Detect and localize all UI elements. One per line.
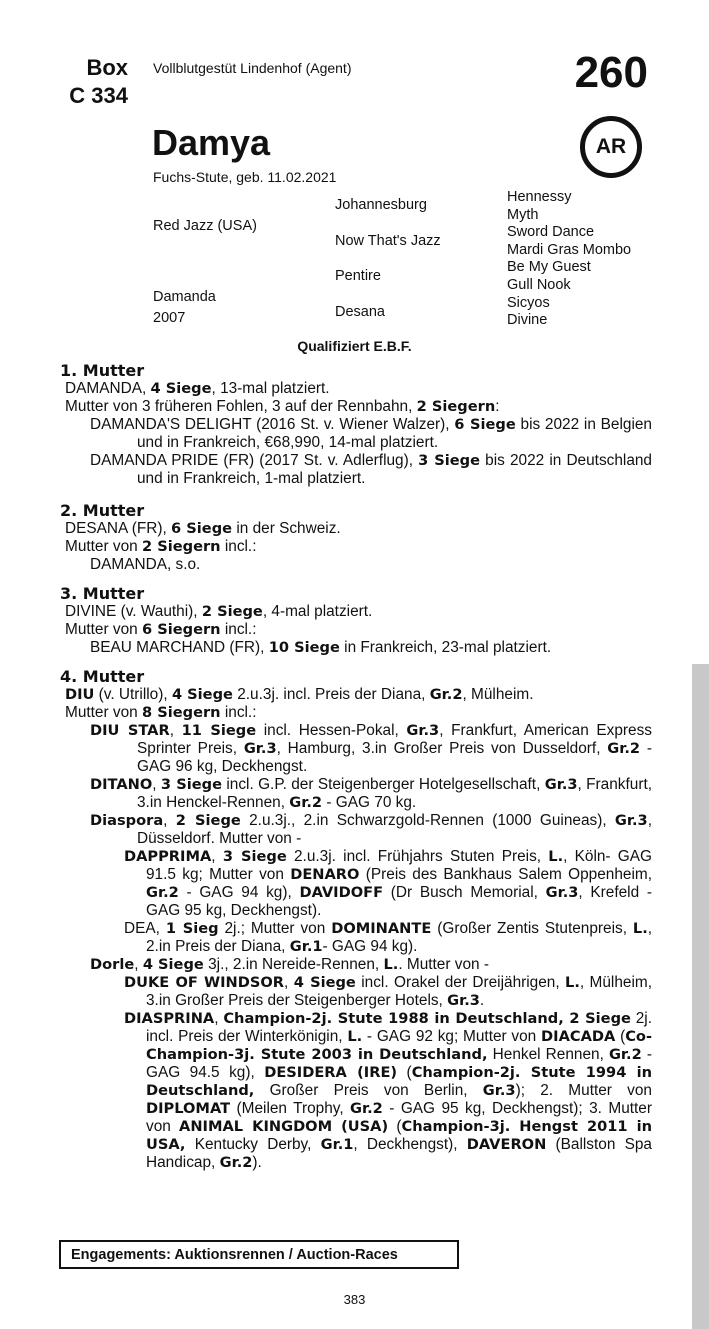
scrollbar[interactable] bbox=[692, 664, 709, 1329]
offspring-entry: Dorle, 4 Siege 3j., 2.in Nereide-Rennen, L.. Mutter von - bbox=[90, 956, 489, 973]
dam-line: DESANA (FR), 6 Siege in der Schweiz. bbox=[65, 520, 341, 537]
pedigree-gen3-item: Mardi Gras Mombo bbox=[507, 241, 632, 258]
dam-line: DAMANDA, 4 Siege, 13-mal platziert. bbox=[65, 380, 330, 397]
section-first-dam bbox=[60, 361, 652, 488]
box-label bbox=[60, 54, 128, 110]
section-heading: 3. Mutter bbox=[60, 584, 145, 603]
section-heading: 1. Mutter bbox=[60, 361, 145, 380]
section-second-dam bbox=[60, 501, 652, 574]
pedigree-dam: Damanda bbox=[153, 289, 216, 305]
offspring-entry: DAMANDA, s.o. bbox=[90, 556, 201, 573]
pedigree-gen3-item: Gull Nook bbox=[507, 276, 571, 293]
pedigree-gen3-item: Hennessy bbox=[507, 189, 572, 205]
engagements-text: Engagements: Auktionsrennen / Auction-Races bbox=[71, 1246, 398, 1263]
section-heading: 2. Mutter bbox=[60, 501, 145, 520]
pedigree-gen3-item: Myth bbox=[507, 206, 539, 223]
section-heading: 4. Mutter bbox=[60, 667, 145, 686]
pedigree-gen3-item: Sword Dance bbox=[507, 224, 595, 241]
pedigree-gen3 bbox=[507, 189, 631, 330]
consignor: Vollblutgestüt Lindenhof (Agent) bbox=[153, 60, 352, 76]
box-line-2: C 334 bbox=[69, 83, 128, 108]
ar-badge-text: AR bbox=[595, 135, 627, 158]
produce-line: Mutter von 3 früheren Fohlen, 3 auf der Rennbahn, 2 Siegern: bbox=[65, 398, 500, 415]
page-number: 383 bbox=[343, 1292, 366, 1307]
pedigree-gen3-item: Be My Guest bbox=[507, 259, 591, 276]
produce-line: Mutter von 2 Siegern incl.: bbox=[65, 538, 257, 555]
dam-line: DIVINE (v. Wauthi), 2 Siege, 4-mal platziert. bbox=[65, 603, 373, 620]
produce-line: Mutter von 6 Siegern incl.: bbox=[65, 621, 257, 638]
pedigree-gen2: Now That's Jazz bbox=[335, 233, 441, 249]
horse-name: Damya bbox=[152, 122, 271, 163]
offspring-entry: DAMANDA PRIDE (FR) (2017 St. v. Adlerflug), 3 Siege bis 2022 in Deutschland und in Frankreich, 1-mal platziert. bbox=[90, 452, 652, 487]
ar-badge bbox=[580, 116, 642, 178]
pedigree-dam-year: 2007 bbox=[153, 310, 186, 326]
pedigree-gen2: Johannesburg bbox=[335, 197, 427, 213]
section-fourth-dam bbox=[60, 667, 652, 1172]
pedigree-sire: Red Jazz (USA) bbox=[153, 218, 257, 234]
offspring-entry: DIASPRINA, Champion-2j. Stute 1988 in Deutschland, 2 Siege 2j. incl. Preis der Winterkönigin, L. - GAG 92 kg; Mutter von DIACADA (Co-Champion-3j. Stute 2003 in Deutschland, Henkel Rennen, Gr.2 - GAG 94.5 kg), DESIDERA (IRE) (Champion-2j. Stute 1994 in Deutschland, Großer Preis von Berlin, Gr.3); 2. Mutter von DIPLOMAT (Meilen Trophy, Gr.2 - GAG 95 kg, Deckhengst); 3. Mutter von ANIMAL KINGDOM (USA) (Champion-3j. Hengst 2011 in USA, Kentucky Derby, Gr.1, Deckhengst), DAVERON (Ballston Spa Handicap, Gr.2). bbox=[124, 1010, 653, 1171]
pedigree-gen2: Pentire bbox=[335, 268, 381, 284]
box-line-1: Box bbox=[86, 55, 128, 80]
pedigree-gen3-item: Divine bbox=[507, 312, 548, 329]
offspring-entry: DAPPRIMA, 3 Siege 2.u.3j. incl. Frühjahrs Stuten Preis, L., Köln- GAG 91.5 kg; Mutter von DENARO (Preis des Bankhaus Salem Oppenheim, Gr.2 - GAG 94 kg), DAVIDOFF (Dr Busch Memorial, Gr.3, Krefeld - GAG 95 kg, Deckhengst). bbox=[124, 848, 652, 919]
pedigree-gen2: Desana bbox=[335, 304, 385, 320]
qualified-note: Qualifiziert E.B.F. bbox=[297, 338, 412, 354]
offspring-entry: DEA, 1 Sieg 2j.; Mutter von DOMINANTE (Großer Zentis Stutenpreis, L., 2.in Preis der Diana, Gr.1- GAG 94 kg). bbox=[124, 920, 653, 955]
horse-description: Fuchs-Stute, geb. 11.02.2021 bbox=[153, 169, 337, 185]
lot-number: 260 bbox=[574, 48, 648, 97]
dam-line: DIU (v. Utrillo), 4 Siege 2.u.3j. incl. Preis der Diana, Gr.2, Mülheim. bbox=[65, 686, 534, 703]
produce-line: Mutter von 8 Siegern incl.: bbox=[65, 704, 257, 721]
offspring-entry: Diaspora, 2 Siege 2.u.3j., 2.in Schwarzgold-Rennen (1000 Guineas), Gr.3, Düsseldorf. Mutter von - bbox=[90, 812, 652, 847]
section-third-dam bbox=[60, 584, 652, 657]
pedigree-gen3-item: Sicyos bbox=[507, 294, 550, 311]
offspring-entry: DITANO, 3 Siege incl. G.P. der Steigenberger Hotelgesellschaft, Gr.3, Frankfurt, 3.in Henckel-Rennen, Gr.2 - GAG 70 kg. bbox=[90, 776, 652, 811]
offspring-entry: DUKE OF WINDSOR, 4 Siege incl. Orakel der Dreijährigen, L., Mülheim, 3.in Großer Preis der Steigenberger Hotels, Gr.3. bbox=[124, 974, 652, 1009]
offspring-entry: BEAU MARCHAND (FR), 10 Siege in Frankreich, 23-mal platziert. bbox=[90, 639, 552, 656]
offspring-entry: DAMANDA'S DELIGHT (2016 St. v. Wiener Walzer), 6 Siege bis 2022 in Belgien und in Frankreich, €68,990, 14-mal platziert. bbox=[90, 416, 652, 451]
offspring-entry: DIU STAR, 11 Siege incl. Hessen-Pokal, Gr.3, Frankfurt, American Express Sprinter Preis, Gr.3, Hamburg, 3.in Großer Preis von Dusseldorf, Gr.2 - GAG 96 kg, Deckhengst. bbox=[90, 722, 652, 775]
engagements-box bbox=[59, 1240, 459, 1269]
